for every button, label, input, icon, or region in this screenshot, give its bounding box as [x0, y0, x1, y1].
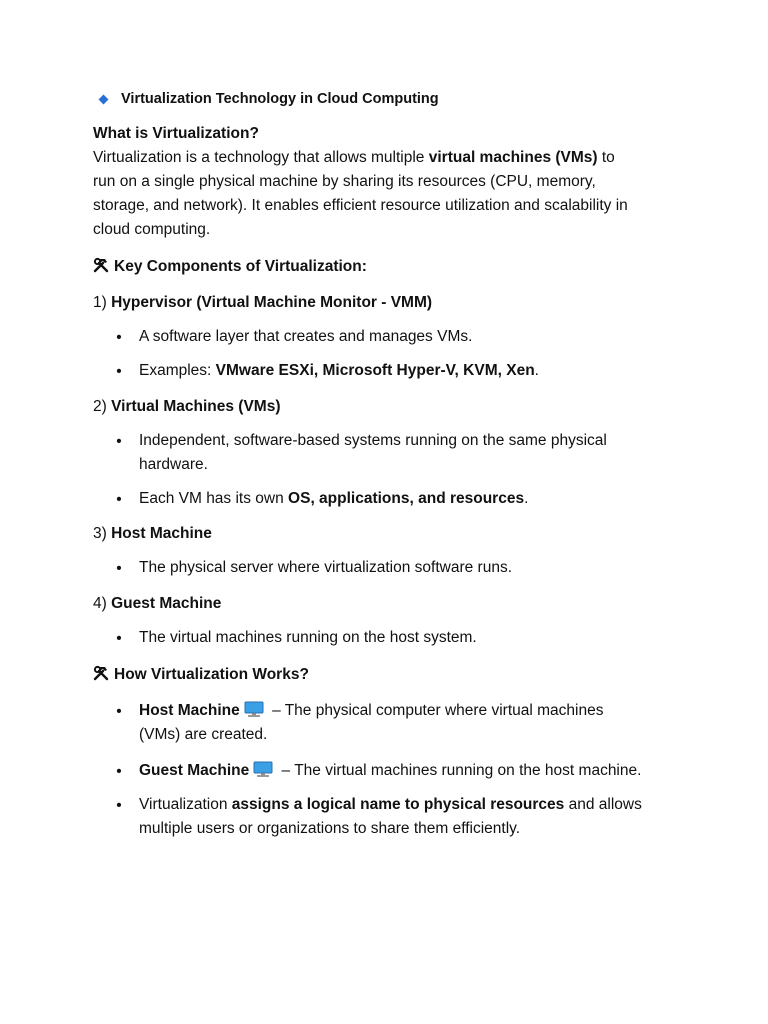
component-2-heading: [93, 395, 683, 419]
bullet-line: (VMs) are created.: [139, 726, 268, 743]
component-1-heading: [93, 291, 683, 315]
bullet-text: and allows: [564, 796, 642, 813]
c3-bullet-1: The physical server where virtualization software runs.: [139, 559, 513, 576]
bullet-emphasis: Host Machine: [139, 702, 240, 719]
bullet-text: .: [534, 362, 539, 379]
what-heading: What is Virtualization?: [93, 125, 259, 142]
component-number: 4): [93, 595, 112, 612]
c1-bullet-2: [139, 359, 699, 383]
document-title: Virtualization Technology in Cloud Computing: [121, 91, 439, 107]
intro-section: [93, 122, 683, 242]
bullet-line: hardware.: [139, 456, 208, 473]
bullet: •: [116, 703, 122, 720]
component-name: Host Machine: [111, 525, 212, 542]
c2-bullet-1: [139, 429, 699, 477]
bullet-text: Examples:: [139, 362, 216, 379]
how-bullet-2: [139, 759, 699, 783]
bullet: •: [116, 491, 122, 508]
how-heading-text: How Virtualization Works?: [114, 666, 309, 683]
desktop-computer-icon: [253, 761, 273, 778]
desktop-computer-icon: [244, 701, 264, 718]
c2-bullet-2: [139, 487, 699, 511]
component-name: Guest Machine: [111, 595, 222, 612]
bullet-line: Independent, software-based systems running on the same physical: [139, 432, 607, 449]
component-number: 2): [93, 398, 112, 415]
bullet: •: [116, 630, 122, 647]
intro-text: to: [597, 149, 615, 166]
bullet: •: [116, 763, 122, 780]
c4-bullet-1: The virtual machines running on the host system.: [139, 629, 477, 646]
bullet: •: [116, 363, 122, 380]
component-number: 3): [93, 525, 112, 542]
c1-bullet-1: A software layer that creates and manages VMs.: [139, 328, 473, 345]
component-name: Hypervisor (Virtual Machine Monitor - VMM): [111, 294, 433, 311]
blue-diamond-icon: [99, 94, 109, 104]
component-4-heading: [93, 592, 683, 616]
bullet-emphasis: VMware ESXi, Microsoft Hyper-V, KVM, Xen: [215, 362, 535, 379]
hammer-and-wrench-icon: [93, 665, 109, 681]
bullet-text: .: [524, 490, 529, 507]
components-heading: [93, 255, 683, 279]
how-heading: [93, 663, 683, 687]
bullet-text: – The virtual machines running on the host machine.: [277, 762, 642, 779]
bullet: •: [116, 433, 122, 450]
intro-line-4: cloud computing.: [93, 221, 211, 238]
bullet: •: [116, 560, 122, 577]
bullet-text: Virtualization: [139, 796, 232, 813]
component-3-heading: [93, 522, 683, 546]
bullet-text: – The physical computer where virtual machines: [267, 702, 604, 719]
bullet-line: [139, 699, 699, 723]
bullet-line: multiple users or organizations to share them efficiently.: [139, 820, 521, 837]
how-bullet-1: [139, 699, 699, 747]
component-number: 1): [93, 294, 112, 311]
bullet-emphasis: assigns a logical name to physical resources: [231, 796, 565, 813]
bullet-emphasis: Guest Machine: [139, 762, 250, 779]
bullet: •: [116, 329, 122, 346]
component-name: Virtual Machines (VMs): [111, 398, 281, 415]
intro-line-1: [93, 146, 683, 170]
intro-emphasis: virtual machines (VMs): [428, 149, 598, 166]
how-bullet-3: [139, 793, 699, 841]
components-heading-text: Key Components of Virtualization:: [114, 258, 367, 275]
intro-line-3: storage, and network). It enables efficient resource utilization and scalability in: [93, 197, 628, 214]
bullet-line: [139, 793, 699, 817]
intro-text: Virtualization is a technology that allows multiple: [93, 149, 429, 166]
title-row: [100, 91, 439, 107]
bullet: •: [116, 797, 122, 814]
intro-line-2: run on a single physical machine by sharing its resources (CPU, memory,: [93, 173, 596, 190]
bullet-text: Each VM has its own: [139, 490, 289, 507]
bullet-emphasis: OS, applications, and resources: [288, 490, 525, 507]
hammer-and-wrench-icon: [93, 257, 109, 273]
